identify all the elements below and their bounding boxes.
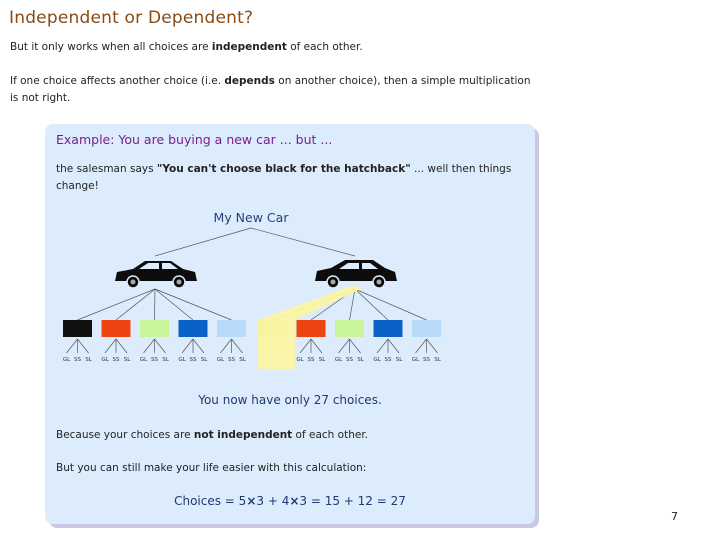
option-label: SL bbox=[434, 357, 441, 363]
sedan-car-icon bbox=[115, 261, 197, 288]
sedan-color-swatch bbox=[140, 320, 169, 337]
page-number: 7 bbox=[671, 510, 678, 523]
option-label: GL bbox=[101, 357, 109, 363]
choices-calculation: Choices = 5×3 + 4×3 = 15 + 12 = 27 bbox=[174, 494, 406, 508]
option-label: SS bbox=[384, 357, 392, 363]
sedan-color-swatch bbox=[102, 320, 131, 337]
option-label: SL bbox=[85, 357, 92, 363]
option-label: SS bbox=[74, 357, 81, 363]
not-independent-line: Because your choices are not independent of each other. bbox=[56, 429, 369, 441]
hatchback-color-swatch bbox=[335, 320, 364, 337]
option-label: GL bbox=[216, 357, 225, 363]
option-label: SL bbox=[318, 357, 326, 363]
option-label: GL bbox=[411, 357, 420, 363]
option-label: GL bbox=[139, 357, 148, 363]
option-label: SS bbox=[346, 357, 353, 363]
example-title: Example: You are buying a new car ... but ... bbox=[56, 132, 333, 147]
option-label: SL bbox=[200, 357, 208, 363]
diagram-title: My New Car bbox=[213, 210, 289, 225]
option-label: SL bbox=[123, 357, 131, 363]
option-label: SS bbox=[189, 357, 197, 363]
option-label: GL bbox=[178, 357, 186, 363]
hatchback-color-swatch bbox=[412, 320, 441, 337]
choices-count-line: You now have only 27 choices. bbox=[198, 393, 382, 407]
car-choice-tree-diagram bbox=[45, 204, 535, 374]
page-heading: Independent or Dependent? bbox=[9, 8, 254, 28]
sedan-color-swatch bbox=[63, 320, 92, 337]
hatchback-color-swatch bbox=[297, 320, 326, 337]
option-label: SS bbox=[112, 357, 120, 363]
option-label: SL bbox=[357, 357, 364, 363]
hatchback-color-swatch bbox=[258, 320, 287, 337]
intro-paragraph-1: But it only works when all choices are independent of each other. bbox=[10, 41, 363, 53]
intro-paragraph-2: If one choice affects another choice (i.e. depends on another choice), then a simple multiplication is not right. bbox=[10, 75, 531, 104]
option-label: GL bbox=[62, 357, 71, 363]
sedan-color-swatch bbox=[217, 320, 246, 337]
hatchback-car-icon bbox=[315, 260, 397, 288]
option-label: SL bbox=[162, 357, 169, 363]
calculation-intro-line: But you can still make your life easier with this calculation: bbox=[56, 462, 367, 474]
option-label: SL bbox=[239, 357, 246, 363]
example-text: the salesman says "You can't choose black for the hatchback" ... well then things change! bbox=[56, 163, 512, 192]
option-label: SS bbox=[228, 357, 235, 363]
option-label: GL bbox=[334, 357, 343, 363]
example-box bbox=[45, 124, 535, 524]
sedan-color-swatch bbox=[179, 320, 208, 337]
option-label: SL bbox=[395, 357, 403, 363]
option-label: SS bbox=[423, 357, 430, 363]
option-label: SS bbox=[307, 357, 315, 363]
option-label: GL bbox=[296, 357, 304, 363]
option-label: SS bbox=[151, 357, 158, 363]
hatchback-color-swatch bbox=[374, 320, 403, 337]
option-label: GL bbox=[373, 357, 381, 363]
